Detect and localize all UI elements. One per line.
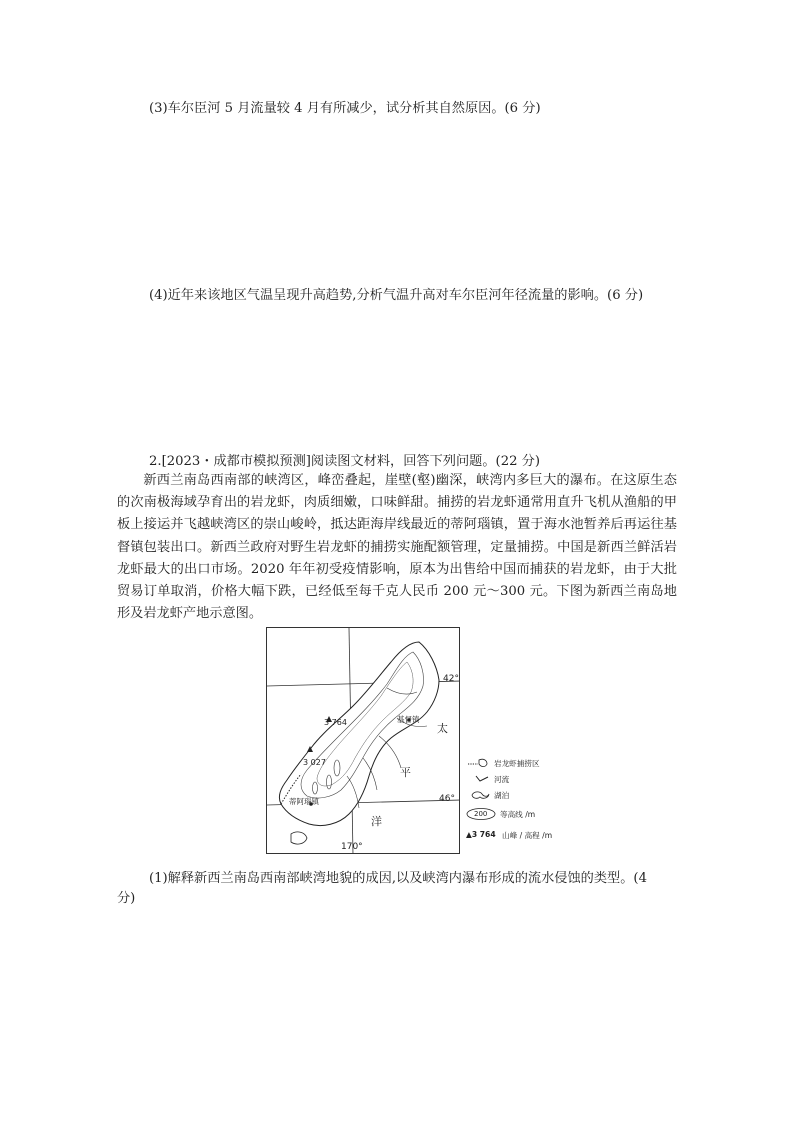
problem-2-material xyxy=(117,470,677,625)
map-drawing xyxy=(267,628,460,854)
question-4: (4)近年来该地区气温呈现升高趋势,分析气温升高对车尔臣河年径流量的影响。(6 分) xyxy=(149,288,644,303)
river-icon xyxy=(466,772,492,786)
legend-contour-value: 200 xyxy=(474,810,488,818)
lake-icon xyxy=(466,788,492,802)
question-3: (3)车尔臣河 5 月流量较 4 月有所减少，试分析其自然原因。(6 分) xyxy=(149,101,541,116)
ocean-char-1: 太 xyxy=(437,722,448,735)
christchurch-label: 基督镇 xyxy=(397,715,420,724)
legend-fishing-area xyxy=(466,756,576,770)
legend-peak-label: 山峰 / 高程 /m xyxy=(502,831,553,840)
legend-river-label: 河流 xyxy=(494,775,510,784)
south-island-map xyxy=(266,627,460,854)
legend-fishing-area-label: 岩龙虾捕捞区 xyxy=(494,759,540,768)
lat-46-label: 46° xyxy=(439,794,455,804)
lon-170-label: 170° xyxy=(341,842,363,852)
fishing-area-icon xyxy=(466,756,492,770)
legend-contour-label: 等高线 /m xyxy=(500,810,536,819)
legend-lake xyxy=(466,788,576,802)
sub-question-1-line-2: 分) xyxy=(117,891,136,906)
peak-3027-label: 3 027 xyxy=(303,758,326,767)
legend-contour xyxy=(466,807,576,821)
ocean-char-2: 平 xyxy=(400,766,411,779)
te-anau-label: 蒂阿瑙镇 xyxy=(289,797,319,806)
problem-2-header: 2.[2023・成都市模拟预测]阅读图文材料，回答下列问题。(22 分) xyxy=(149,454,541,469)
legend-peak-value: ▲3 764 xyxy=(466,830,496,839)
legend-lake-label: 湖泊 xyxy=(494,791,510,800)
map-legend xyxy=(466,756,576,856)
legend-peak xyxy=(466,828,576,842)
sub-question-1-line-1: (1)解释新西兰南岛西南部峡湾地貌的成因,以及峡湾内瀑布形成的流水侵蚀的类型。(4 xyxy=(149,871,647,886)
lat-42-label: 42° xyxy=(443,674,459,684)
ocean-char-3: 洋 xyxy=(371,815,382,828)
material-text: 新西兰南岛西南部的峡湾区，峰峦叠起，崖壁(壑)幽深，峡湾内多巨大的瀑布。在这原生态的次南极海域孕育出的岩龙虾，肉质细嫩，口味鲜甜。捕捞的岩龙虾通常用直升飞机从渔船的甲板上接运并飞越峡湾区的崇山峻岭，抵达距海岸线最近的蒂阿瑙镇，置于海水池暂养后再运往基督镇包装出口。新西兰政府对野生岩龙虾的捕捞实施配额管理，定量捕捞。中国是新西兰鲜活岩龙虾最大的出口市场。2020 年年初受疫情影响，原本为出售给中国而捕获的岩龙虾，由于大批贸易订单取消，价格大幅下跌，已经低至每千克人民币 200 元～300 元。下图为新西兰南岛地形及岩龙虾产地示意图。 xyxy=(117,473,677,622)
legend-river xyxy=(466,772,576,786)
peak-3764-label: 3 764 xyxy=(324,718,347,727)
